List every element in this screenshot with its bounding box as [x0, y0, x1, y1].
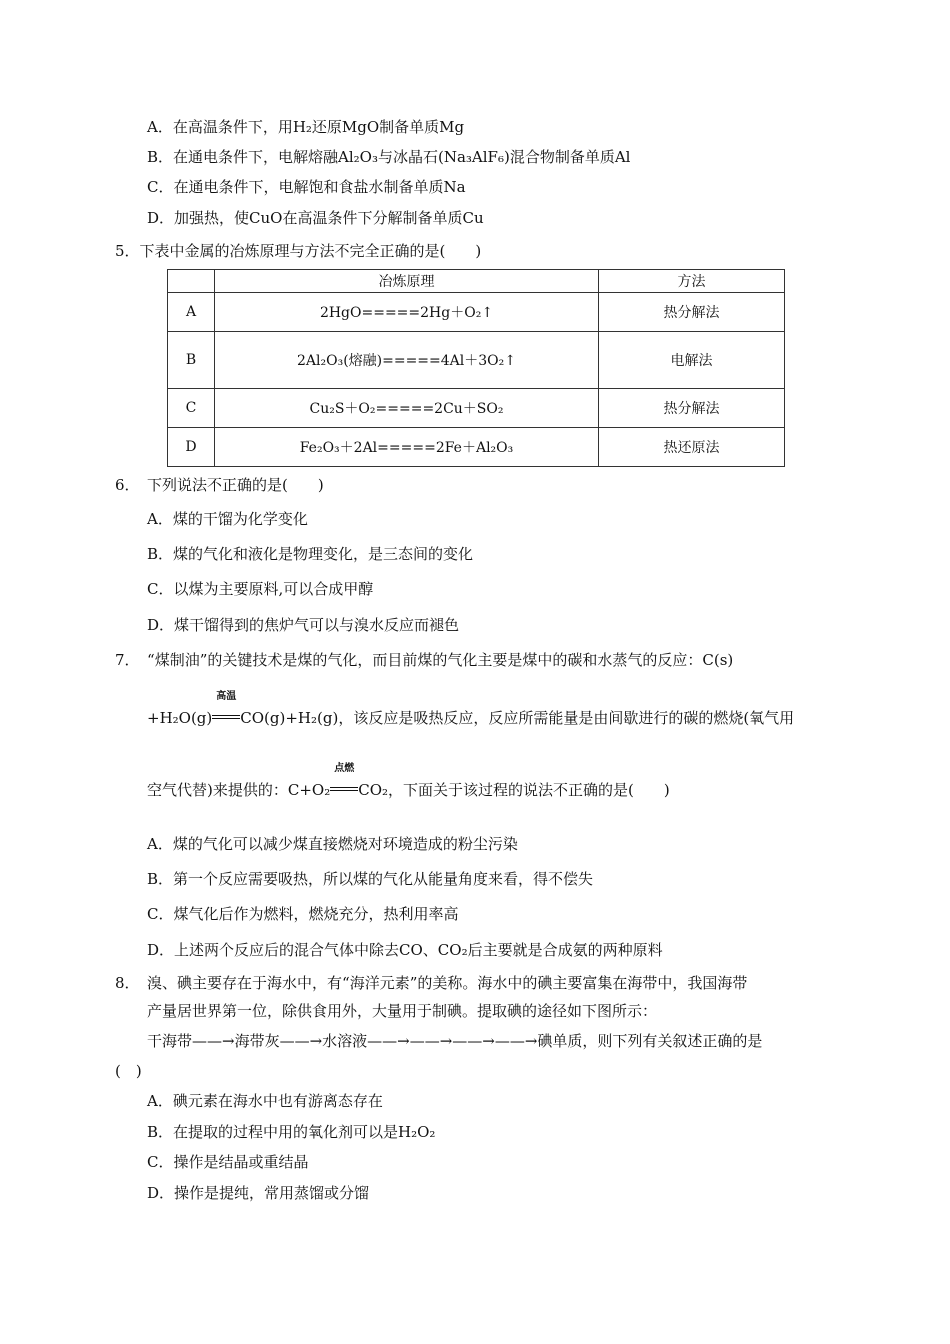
condition-label: 点燃 — [334, 763, 355, 774]
q8-stem-line4: ( ) — [115, 1062, 142, 1080]
table-header-cell: 方法 — [599, 270, 785, 293]
q8-option-c: C．操作是结晶或重结晶 — [147, 1153, 309, 1171]
row-method: 电解法 — [599, 332, 785, 389]
row-principle: 2HgO=====2Hg＋O₂↑ — [215, 293, 599, 332]
q8-option-d: D．操作是提纯，常用蒸馏或分馏 — [147, 1184, 370, 1202]
q8-stem-line2: 产量居世界第一位，除供食用外，大量用于制碘。提取碘的途径如下图所示： — [147, 1002, 658, 1020]
q4-option-a: A．在高温条件下，用H₂还原MgO制备单质Mg — [147, 118, 465, 136]
table-row — [168, 389, 785, 428]
q7-stem-line3 — [147, 763, 670, 801]
q8-stem-line1: 8． 溴、碘主要存在于海水中，有“海洋元素”的美称。海水中的碘主要富集在海带中，我国海带 — [115, 974, 748, 992]
table-row — [168, 428, 785, 467]
q8-option-b: B．在提取的过程中用的氧化剂可以是H₂O₂ — [147, 1123, 436, 1141]
q4-option-b: B．在通电条件下，电解熔融Al₂O₃与冰晶石(Na₃AlF₆)混合物制备单质Al — [147, 148, 631, 166]
q7-option-c: C．煤气化后作为燃料，燃烧充分，热利用率高 — [147, 905, 459, 923]
q7-option-a: A．煤的气化可以减少煤直接燃烧对环境造成的粉尘污染 — [147, 835, 518, 853]
row-label: B — [168, 332, 215, 389]
q4-option-d: D．加强热，使CuO在高温条件下分解制备单质Cu — [147, 209, 484, 227]
condition-label: 高温 — [216, 691, 237, 702]
q7-line2-right: CO(g)+H₂(g)，该反应是吸热反应，反应所需能量是由间歇进行的碳的燃烧(氧气用 — [240, 709, 795, 727]
q7-option-d: D．上述两个反应后的混合气体中除去CO、CO₂后主要就是合成氨的两种原料 — [147, 941, 663, 959]
q7-line3-left: 空气代替)来提供的：C+O₂ — [147, 781, 331, 799]
equals-bar — [212, 715, 240, 719]
q7-line3-right: CO₂，下面关于该过程的说法不正确的是( ) — [358, 781, 670, 799]
q7-stem-line2 — [147, 691, 795, 729]
reaction-condition-ignite — [330, 763, 358, 801]
table-header-cell: 冶炼原理 — [215, 270, 599, 293]
q7-option-b: B．第一个反应需要吸热，所以煤的气化从能量角度来看，得不偿失 — [147, 870, 594, 888]
q6-option-d: D．煤干馏得到的焦炉气可以与溴水反应而褪色 — [147, 616, 460, 634]
row-label: A — [168, 293, 215, 332]
q5-table — [167, 269, 785, 467]
q8-option-a: A．碘元素在海水中也有游离态存在 — [147, 1092, 383, 1110]
row-label: D — [168, 428, 215, 467]
q7-stem-line1: 7． “煤制油”的关键技术是煤的气化，而目前煤的气化主要是煤中的碳和水蒸气的反应：C(s) — [115, 651, 734, 669]
row-label: C — [168, 389, 215, 428]
q5-stem: 5．下表中金属的冶炼原理与方法不完全正确的是( ) — [115, 242, 482, 260]
row-method: 热分解法 — [599, 389, 785, 428]
table-header-row — [168, 270, 785, 293]
row-principle: Fe₂O₃＋2Al=====2Fe＋Al₂O₃ — [215, 428, 599, 467]
q6-option-b: B．煤的气化和液化是物理变化，是三态间的变化 — [147, 545, 474, 563]
row-principle: 2Al₂O₃(熔融)=====4Al＋3O₂↑ — [215, 332, 599, 389]
table-row — [168, 332, 785, 389]
row-method: 热分解法 — [599, 293, 785, 332]
q6-stem: 6． 下列说法不正确的是( ) — [115, 476, 324, 494]
row-method: 热还原法 — [599, 428, 785, 467]
reaction-condition-high-temp — [212, 691, 240, 729]
table-header-cell — [168, 270, 215, 293]
row-principle: Cu₂S＋O₂=====2Cu＋SO₂ — [215, 389, 599, 428]
q8-stem-line3: 干海带——→海带灰——→水溶液——→——→——→——→碘单质，则下列有关叙述正确的是 — [147, 1032, 763, 1050]
q6-option-c: C．以煤为主要原料,可以合成甲醇 — [147, 580, 374, 598]
q4-option-c: C．在通电条件下，电解饱和食盐水制备单质Na — [147, 178, 466, 196]
q6-option-a: A．煤的干馏为化学变化 — [147, 510, 308, 528]
q7-line2-left: +H₂O(g) — [147, 709, 213, 727]
equals-bar — [330, 787, 358, 791]
table-row — [168, 293, 785, 332]
